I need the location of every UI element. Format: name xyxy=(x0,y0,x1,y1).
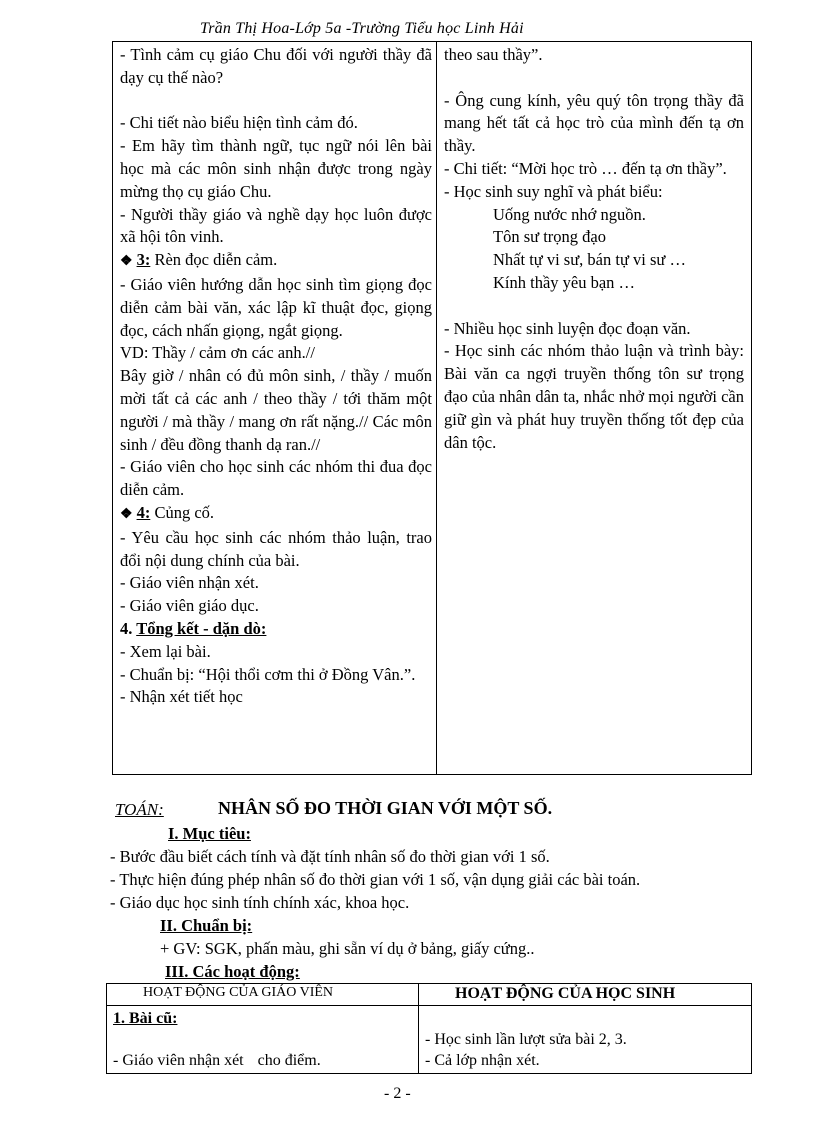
teacher-feedback: - Giáo viên nhận xét. xyxy=(120,573,259,593)
student-activities-column xyxy=(444,44,744,454)
reading-example: VD: Thầy / cảm ơn các anh.// xyxy=(120,343,315,363)
diamond-bullet-icon: ❖ xyxy=(120,254,133,270)
old-lesson-heading: 1. Bài cũ: xyxy=(113,1010,178,1027)
section-3-heading: ❖ 3: Rèn đọc diễn cảm. xyxy=(120,250,278,270)
answer-reading-practice: - Nhiều học sinh luyện đọc đoạn văn. xyxy=(444,318,691,338)
idiom-item: Nhất tự vi sư, bán tự vi sư … xyxy=(493,250,686,270)
teacher-activities-column xyxy=(120,44,432,709)
idiom-item: Kính thầy yêu bạn … xyxy=(493,272,636,292)
page-number: - 2 - xyxy=(384,1085,411,1102)
answer-idioms-intro: - Học sinh suy nghĩ và phát biểu: xyxy=(444,181,663,201)
diamond-bullet-icon: ❖ xyxy=(120,506,133,522)
column-divider xyxy=(418,984,419,1073)
page-header: Trần Thị Hoa-Lớp 5a -Trường Tiểu học Linh Hải xyxy=(200,20,524,37)
activities-heading: III. Các hoạt động: xyxy=(165,962,300,981)
answer-detail: - Chi tiết: “Mời học trò … đến tạ ơn thầy”. xyxy=(444,158,727,178)
review-lesson: - Xem lại bài. xyxy=(120,641,211,661)
lesson-review-note: - Nhận xét tiết học xyxy=(120,687,243,707)
question-idioms: - Em hãy tìm thành ngữ, tục ngữ nói lên bài học mà các môn sinh nhận được trong ngày mừng thọ cụ giáo Chu. xyxy=(120,136,432,201)
teacher-activity-header: HOẠT ĐỘNG CỦA GIÁO VIÊN xyxy=(143,985,334,1000)
objective-item: - Thực hiện đúng phép nhân số đo thời gian với 1 số, vận dụng giải các bài toán. xyxy=(110,870,641,889)
prepare-next-lesson: - Chuẩn bị: “Hội thổi cơm thi ở Đồng Vân.”. xyxy=(120,664,416,684)
lesson-plan-body xyxy=(110,822,750,983)
activities-table xyxy=(106,983,752,1074)
objectives-heading: I. Mục tiêu: xyxy=(168,824,251,843)
subject-label: TOÁN: xyxy=(115,800,164,819)
student-activity-header: HOẠT ĐỘNG CỦA HỌC SINH xyxy=(455,985,676,1002)
reading-passage: Bây giờ / nhân có đủ môn sinh, / thầy / muốn mời tất cả các anh / theo thầy / tới thăm một người / mà thầy / mang ơn rất nặng.// Các môn sinh / đều đồng thanh dạ ran.// xyxy=(120,366,432,454)
idiom-item: Uống nước nhớ nguồn. xyxy=(493,204,646,224)
lesson-title: NHÂN SỐ ĐO THỜI GIAN VỚI MỘT SỐ. xyxy=(218,798,553,818)
group-reading-contest: - Giáo viên cho học sinh các nhóm thi đua đọc diễn cảm. xyxy=(120,457,432,500)
activity-table-continued xyxy=(112,41,752,775)
summary-heading: 4. Tổng kết - dặn dò: xyxy=(120,618,267,638)
answer-continued: theo sau thầy”. xyxy=(444,45,543,64)
preparation-item: + GV: SGK, phấn màu, ghi sẵn ví dụ ở bảng, giấy cứng.. xyxy=(160,939,535,958)
question-detail: - Chi tiết nào biểu hiện tình cảm đó. xyxy=(120,113,358,133)
teacher-education: - Giáo viên giáo dục. xyxy=(120,596,259,616)
teaching-honored-note: - Người thầy giáo và nghề dạy học luôn được xã hội tôn vinh. xyxy=(120,204,432,247)
answer-feeling: - Ông cung kính, yêu quý tôn trọng thầy đã mang hết tất cả học trò của mình đến tạ ơn thầy. xyxy=(444,90,744,156)
idiom-item: Tôn sư trọng đạo xyxy=(493,227,606,247)
header-row-divider xyxy=(107,1005,751,1006)
column-divider xyxy=(436,42,437,774)
class-comment: - Cả lớp nhận xét. xyxy=(425,1052,540,1069)
reading-guidance: - Giáo viên hướng dẫn học sinh tìm giọng đọc diễn cảm bài văn, xác lập kĩ thuật đọc, giọng đọc, cách nhấn giọng, ngắt giọng. xyxy=(120,274,432,340)
question-teacher-feeling: - Tình cảm cụ giáo Chu đối với người thầy đã dạy cụ thế nào? xyxy=(120,45,432,87)
preparation-heading: II. Chuẩn bị: xyxy=(160,916,253,935)
student-fix-homework: - Học sinh lần lượt sửa bài 2, 3. xyxy=(425,1031,627,1048)
section-4-heading: ❖ 4: Củng cố. xyxy=(120,502,215,522)
objective-item: - Giáo dục học sinh tính chính xác, khoa học. xyxy=(110,893,410,912)
objective-item: - Bước đầu biết cách tính và đặt tính nhân số đo thời gian với 1 số. xyxy=(110,847,550,866)
group-discussion-task: - Yêu cầu học sinh các nhóm thảo luận, trao đổi nội dung chính của bài. xyxy=(120,527,432,570)
teacher-grading-line: - Giáo viên nhận xét cho điểm. xyxy=(113,1052,321,1069)
answer-main-idea: - Học sinh các nhóm thảo luận và trình bày: Bài văn ca ngợi truyền thống tôn sư trọng đạo của nhân dân ta, nhắc nhở mọi người cần giữ gìn và phát huy truyền thống tốt đẹp của dân tộc. xyxy=(444,341,744,452)
